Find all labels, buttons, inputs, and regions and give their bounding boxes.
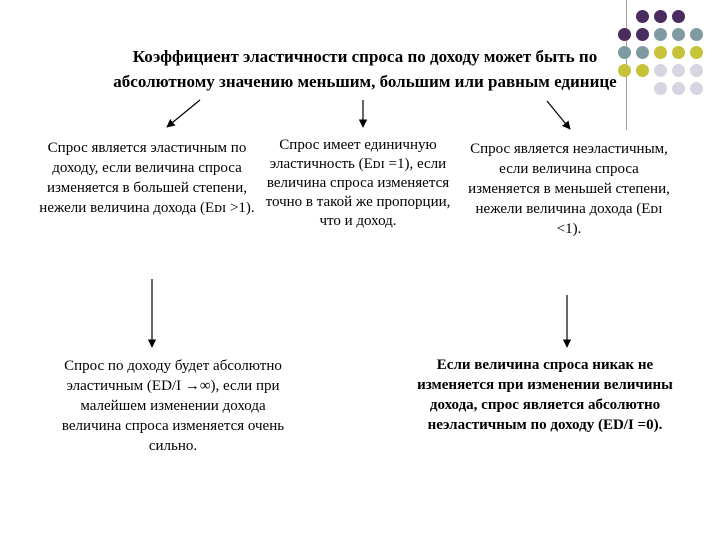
slide-title-line-1: Коэффициент эластичности спроса по доходу может быть по [132,47,598,66]
inelastic-demand-text: Спрос является неэластичным, если величина спроса изменяется в меньшей степени, нежели величина дохода (Eᴅɪ <1). [468,141,670,237]
absolutely-inelastic-demand-text: Если величина спроса никак не изменяется при изменении величины дохода, спрос является абсолютно неэластичным по доходу (ED/I =0). [417,357,673,433]
unit-elastic-demand-text: Спрос имеет единичную эластичность (Eᴅɪ =1), если величина спроса изменяется точно в такой же пропорции, что и доход. [265,137,451,229]
absolutely-elastic-demand-text: Спрос по доходу будет абсолютно эластичным (ED/I →∞), если при малейшем изменении дохода величина спроса изменяется очень сильно. [61,358,285,454]
slide-title-line-2: абсолютному значению меньшим, большим или равным единице [113,72,617,91]
arrow-to-elastic [167,100,200,127]
arrow-to-inelastic [547,101,570,129]
elastic-demand-text: Спрос является эластичным по доходу, если величина спроса изменяется в большей степени, нежели величина дохода (Eᴅɪ >1). [39,140,255,216]
